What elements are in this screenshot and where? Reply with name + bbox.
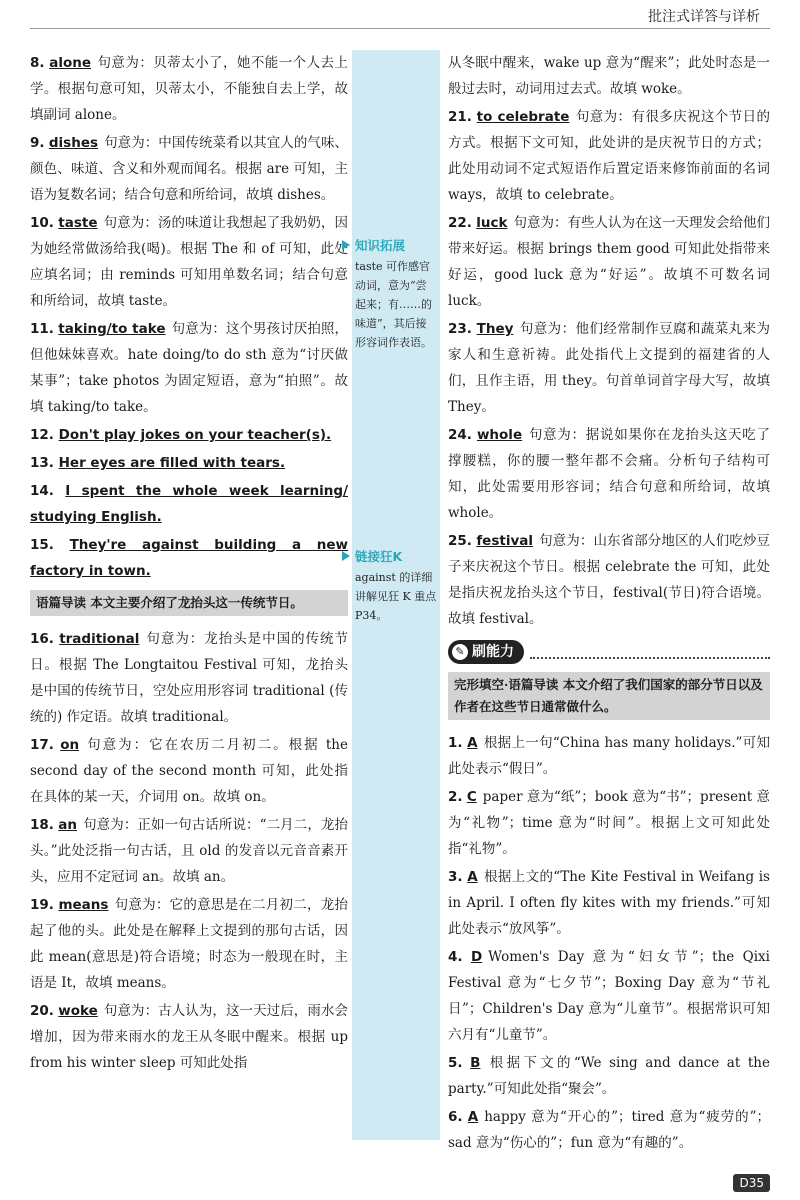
explanation-text: 句意为：有些人认为在这一天理发会给他们带来好运。根据 brings them good 可知此处指带来好运，good luck 意为“好运”。故填不可数名词 luck。 [448, 215, 770, 309]
explanation-text: 句意为：这个男孩讨厌拍照，但他妹妹喜欢。hate doing/to do sth 意为“讨厌做某事”；take photos 为固定短语，意为“拍照”。故填 taking/to take。 [30, 321, 349, 415]
sentence-text: I spent the whole week learning/ studying English. [30, 483, 349, 525]
side-note-knowledge [355, 236, 437, 352]
answer-word: on [60, 737, 80, 753]
item-number: 17. [30, 737, 54, 753]
answer-word: A [467, 735, 478, 751]
explanation-text: 句意为：正如一句古话所说：“二月二，龙抬头。”此处泛指一句古话，且 old 的发音以元音音素开头，应用不定冠词 an。故填 an。 [30, 817, 348, 885]
explanation-text: 句意为：据说如果你在龙抬头这天吃了撑腰糕，你的腰一整年都不会痛。分析句子结构可知，此处需要用形容词；结合句意和所给词，故填 whole。 [448, 427, 771, 521]
explanation-text: 根据下文的“We sing and dance at the party.”可知此处指“聚会”。 [448, 1055, 770, 1097]
answer-item [30, 130, 348, 208]
right-column [448, 50, 770, 1158]
explanation-text: 句意为：中国传统菜肴以其宜人的气味、颜色、味道、含义和外观而闻名。根据 are 可知，主语为复数名词；结合句意和所给词，故填 dishes。 [30, 135, 349, 203]
item-number: 19. [30, 897, 54, 913]
sentence-answer [30, 450, 348, 476]
arrow-icon [342, 240, 350, 250]
answer-item [30, 50, 348, 128]
answer-item [30, 316, 348, 420]
answer-word: taste [58, 215, 98, 231]
explanation-text: 句意为：古人认为，这一天过后，雨水会增加，因为带来雨水的龙王从冬眠中醒来。根据 up from his winter sleep 可知此处指 [30, 1003, 348, 1071]
answer-item [448, 730, 770, 782]
sentence-text: Don't play jokes on your teacher(s). [58, 427, 332, 443]
answer-item [448, 210, 770, 314]
explanation-text: paper 意为“纸”；book 意为“书”；present 意为“礼物”；time 意为“时间”。根据上文可知此处指“礼物”。 [448, 789, 770, 857]
reading-guide: 语篇导读 本文主要介绍了龙抬头这一传统节日。 [30, 590, 348, 616]
side-note-link [355, 547, 437, 625]
item-number: 25. [448, 533, 472, 549]
explanation-text: 句意为：它的意思是在二月初二，龙抬起了他的头。此处是在解释上文提到的那句古话，因此 mean(意思是)符合语境；时态为一般现在时，主语是 It，故填 means。 [30, 897, 348, 991]
section-heading [448, 640, 770, 664]
item-number: 6. [448, 1109, 463, 1125]
answer-word: They [476, 321, 514, 337]
side-note-body: taste 可作感官动词，意为“尝起来；有……的味道”，其后接形容词作表语。 [355, 260, 432, 349]
sentence-text: They're against building a new factory in town. [30, 537, 349, 579]
item-number: 20. [30, 1003, 54, 1019]
header-title: 批注式详答与详析 [648, 9, 760, 25]
answer-word: an [58, 817, 78, 833]
answer-item [448, 784, 770, 862]
answer-word: alone [49, 55, 92, 71]
explanation-text: 句意为：它在农历二月初二。根据 the second day of the second month 可知，此处指在具体的某一天，介词用 on。故填 on。 [30, 737, 348, 805]
sentence-answer [30, 532, 348, 584]
answer-item [448, 528, 770, 632]
item-number: 8. [30, 55, 45, 71]
explanation-text: Women's Day 意为“妇女节”；the Qixi Festival 意为“七夕节”；Boxing Day 意为“节礼日”；Children's Day 意为“儿童节”。根据常识可知六月有“儿童节”。 [448, 949, 770, 1043]
answer-word: D [470, 949, 483, 965]
page-number: D35 [733, 1174, 770, 1192]
item-number: 10. [30, 215, 54, 231]
item-number: 5. [448, 1055, 463, 1071]
sentence-answer [30, 478, 348, 530]
explanation-text: 根据上一句“China has many holidays.”可知此处表示“假日”。 [448, 735, 770, 777]
sentence-answer [30, 422, 348, 448]
item-number: 11. [30, 321, 54, 337]
answer-word: to celebrate [476, 109, 570, 125]
item-number: 13. [30, 455, 54, 471]
item-number: 3. [448, 869, 463, 885]
answer-item [30, 732, 348, 810]
item-number: 14. [30, 483, 54, 499]
item-number: 9. [30, 135, 45, 151]
answer-word: means [58, 897, 109, 913]
answer-item [448, 422, 770, 526]
answer-word: A [467, 869, 478, 885]
item-number: 1. [448, 735, 463, 751]
side-note-body: against 的详细讲解见狂 K 重点 P34。 [355, 571, 437, 622]
pen-icon: ✎ [452, 644, 468, 660]
explanation-text: 句意为：汤的味道让我想起了我奶奶，因为她经常做汤给我(喝)。根据 The 和 of 可知，此处应填名词；由 reminds 可知用单数名词；结合句意和所给词，故填 taste。 [30, 215, 348, 309]
answer-word: A [467, 1109, 479, 1125]
arrow-icon [342, 551, 350, 561]
answer-item [30, 892, 348, 996]
answer-item [30, 998, 348, 1076]
answer-item [448, 316, 770, 420]
item-number: 2. [448, 789, 463, 805]
section-badge: ✎ 刷能力 [448, 640, 524, 664]
explanation-text: 根据上文的“The Kite Festival in Weifang is in April. I often fly kites with my friends.”可知此处表示“放风筝”。 [448, 869, 770, 937]
answer-item [448, 1050, 770, 1102]
answer-item [30, 626, 348, 730]
answer-item [448, 50, 770, 102]
answer-word: taking/to take [58, 321, 166, 337]
answer-word: dishes [48, 135, 99, 151]
answer-item [30, 812, 348, 890]
item-number: 4. [448, 949, 463, 965]
answer-word: B [470, 1055, 481, 1071]
explanation-text: 句意为：他们经常制作豆腐和蔬菜丸来为家人和生意祈祷。此处指代上文提到的福建省的人们，且作主语，用 they。句首单词首字母大写，故填 They。 [448, 321, 771, 415]
answer-item [448, 104, 770, 208]
explanation-text: 句意为：山东省部分地区的人们吃炒豆子来庆祝这个节日。根据 celebrate the 可知，此处是指庆祝龙抬头这个节日，festival(节日)符合语境。故填 festival。 [448, 533, 771, 627]
answer-item [30, 210, 348, 314]
side-note-title: 知识拓展 [355, 238, 406, 253]
explanation-text: 句意为：贝蒂太小了，她不能一个人去上学。根据句意可知，贝蒂太小，不能独自去上学，故填副词 alone。 [30, 55, 348, 123]
explanation-text: 句意为：龙抬头是中国的传统节日。根据 The Longtaitou Festival 可知，龙抬头是中国的传统节日，空处应用形容词 traditional (传统的) 作定语。故填 traditional。 [30, 631, 348, 725]
item-number: 18. [30, 817, 54, 833]
item-number: 22. [448, 215, 472, 231]
item-number: 12. [30, 427, 54, 443]
answer-item [448, 1104, 770, 1156]
item-number: 21. [448, 109, 472, 125]
item-number: 23. [448, 321, 472, 337]
answer-word: woke [58, 1003, 98, 1019]
answer-word: whole [476, 427, 523, 443]
explanation-text: 句意为：有很多庆祝这个节日的方式。根据下文可知，此处讲的是庆祝节日的方式；此处用动词不定式短语作后置定语来修饰前面的名词 ways，故填 to celebrate。 [448, 109, 771, 203]
explanation-text: 从冬眠中醒来，wake up 意为“醒来”；此处时态是一般过去时，动词用过去式。故填 woke。 [448, 55, 770, 97]
cloze-guide: 完形填空·语篇导读 本文介绍了我们国家的部分节日以及作者在这些节日通常做什么。 [448, 672, 770, 720]
answer-word: festival [476, 533, 533, 549]
answer-word: luck [476, 215, 508, 231]
side-note-title: 链接狂K [355, 549, 403, 564]
answer-item [448, 864, 770, 942]
item-number: 24. [448, 427, 472, 443]
answer-word: traditional [59, 631, 140, 647]
sentence-text: Her eyes are filled with tears. [58, 455, 286, 471]
header-divider [30, 28, 770, 29]
answer-word: C [466, 789, 477, 805]
item-number: 16. [30, 631, 54, 647]
explanation-text: happy 意为“开心的”；tired 意为“疲劳的”；sad 意为“伤心的”；fun 意为“有趣的”。 [448, 1109, 770, 1151]
answer-item [448, 944, 770, 1048]
left-column [30, 50, 348, 1078]
dotted-rule [530, 645, 770, 659]
item-number: 15. [30, 537, 54, 553]
